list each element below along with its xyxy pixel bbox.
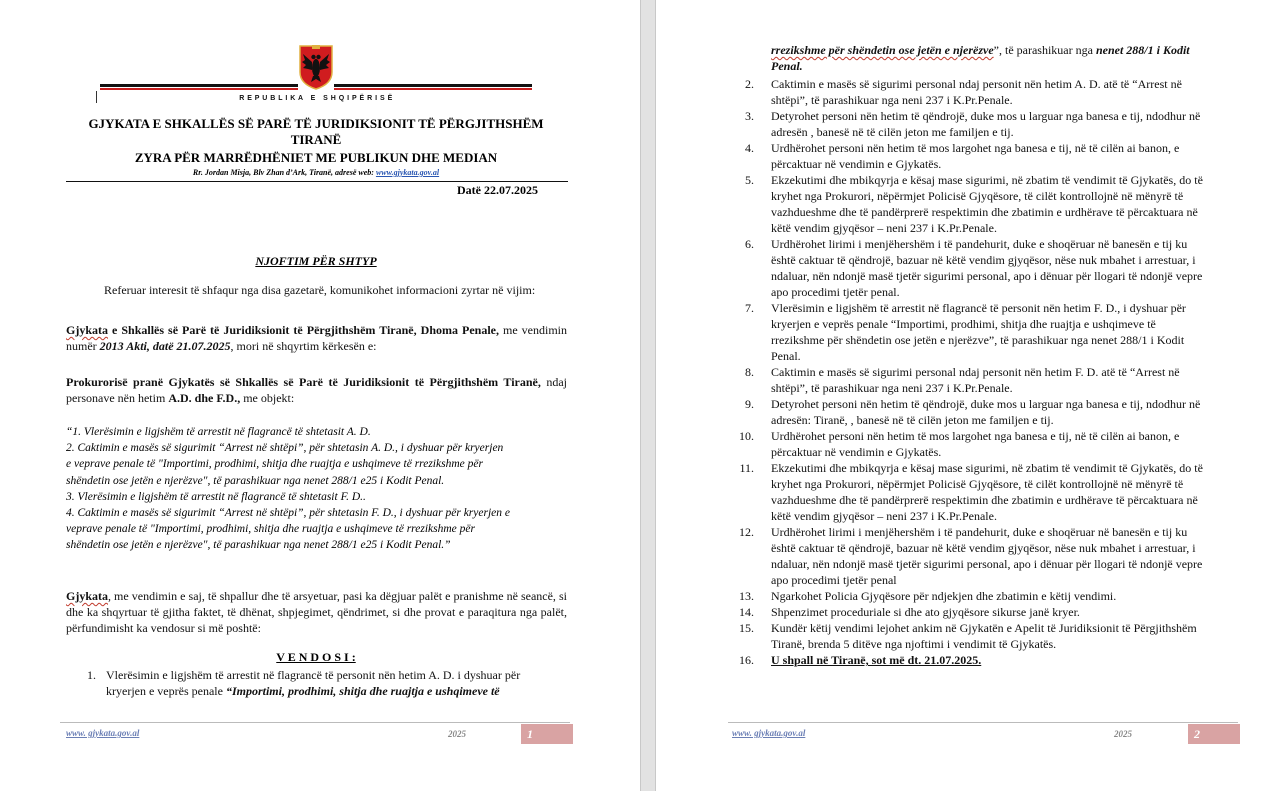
item-line: këtë vendim gjyqësor – neni 237 i K.Pr.Penale.: [771, 509, 997, 523]
item-line: kryhet nga Prokurori, nëpërmjet Policisë Gjyqësore, të cilët kontrollojnë në mënyrë të: [771, 477, 1184, 491]
item-number: 10.: [739, 429, 754, 443]
item-line: Detyrohet personi nën hetim të qëndrojë, duke mos u larguar nga banesa e tij, ndodhur në: [771, 397, 1201, 411]
quote-line: e veprave penale të "Importimi, prodhimi, shitja dhe ruajtja e ushqimeve të rrezikshme për: [66, 458, 483, 471]
item-line: apo procedimi tjetër penal.: [771, 285, 900, 299]
item-number: 6.: [745, 237, 754, 251]
decision-item-6: [740, 236, 1236, 300]
vendosi-heading: V E N D O S I :: [276, 650, 356, 664]
header-divider: [66, 181, 568, 182]
office-name: ZYRA PËR MARRËDHËNIET ME PUBLIKUN DHE MEDIAN: [134, 150, 498, 165]
item-line: Shpenzimet proceduriale si dhe ato gjyqësore sikurse janë kryer.: [771, 605, 1080, 619]
item-line: vazhdueshme dhe të pandërprerë respektimin dhe zbatimin e urdhërave të përcaktuara në: [771, 493, 1198, 507]
footer-divider: [60, 722, 570, 723]
item-number: 8.: [745, 365, 754, 379]
quote-line: 4. Caktimin e masës së sigurimit “Arrest në shtëpi”, për shtetasin F. D., i dyshuar për kryerjen e: [66, 507, 510, 520]
item-number: 5.: [745, 173, 754, 187]
item-line: shtëpi”, të parashikuar nga neni 237 i K.Pr.Penale.: [771, 93, 1013, 107]
item-number: 13.: [739, 589, 754, 603]
item-line: Urdhërohet personi nën hetim të mos largohet nga banesa e tij, në të cilën ai banon, e: [771, 141, 1180, 155]
decision-item-1: 1. Vlerësimin e ligjshëm të arrestit në flagrancë të personit nën hetim A. D. i dyshuar për kryerjen e veprës penale “Importimi, prodhimi, shitja dhe ruajtja e ushqimeve të: [87, 668, 521, 698]
decision-item-14: [740, 604, 1236, 620]
notice-title: NJOFTIM PËR SHTYP: [255, 254, 377, 268]
item-line: kryerjen e veprës penale “Importimi, prodhimi, shitja dhe ruajtja e ushqimeve të: [771, 317, 1156, 331]
item-line: Vlerësimin e ligjshëm të arrestit në flagrancë të personit nën hetim F. D., i dyshuar për: [771, 301, 1186, 315]
quote-line: shëndetin ose jetën e njerëzve", të parashikuar nga nenet 288/1 e25 i Kodit Penal.: [66, 474, 445, 487]
item-1-continuation: rrezikshme për shëndetin ose jetën e njerëzve”, të parashikuar nga nenet 288/1 i Kodit Penal.: [771, 43, 1190, 73]
decision-item-2: [740, 76, 1236, 108]
item-number: 3.: [745, 109, 754, 123]
website-link[interactable]: www.gjykata.gov.al: [375, 168, 440, 177]
item-line: kryhet nga Prokurori, nëpërmjet Policisë Gjyqësore, të cilët kontrollojnë në mënyrë të: [771, 189, 1184, 203]
item-number: 12.: [739, 525, 754, 539]
item-number: 14.: [739, 605, 754, 619]
item-line: Caktimin e masës së sigurimi personal ndaj personit nën hetim A. D. atë të “Arrest në: [771, 77, 1182, 91]
item-line: Tiranë, brenda 5 ditëve nga njoftimi i vendimit të Gjykatës.: [771, 637, 1057, 651]
item-number: 15.: [739, 621, 754, 635]
item-line: është caktuar të qëndrojë, bazuar në këtë vendim gjyqësor, nëse nuk mbahet i arrestuar, i: [771, 253, 1196, 267]
item-line: Urdhërohet lirimi i menjëhershëm i të pandehurit, duke e shoqëruar në banesën e tij ku: [771, 525, 1188, 539]
republic-label: R E P U B L I K A E S H Q I P Ë R I S Ë: [239, 95, 393, 102]
decision-item-11: [740, 460, 1236, 524]
header-bar-right: [334, 84, 532, 87]
court-name-line1: GJYKATA E SHKALLËS SË PARË TË JURIDIKSIONIT TË PËRGJITHSHËM: [88, 116, 544, 131]
item-line: Urdhërohet personi nën hetim të mos largohet nga banesa e tij, në të cilën ai banon, e: [771, 429, 1180, 443]
item-line: Caktimin e masës së sigurimi personal ndaj personit nën hetim F. D. atë të “Arrest në: [771, 365, 1180, 379]
page-number: 2: [1188, 724, 1240, 744]
address-text: Rr. Jordan Misja, Blv Zhan d’Ark, Tiranë, adresë web:: [192, 168, 374, 177]
quote-line: “1. Vlerësimin e ligjshëm të arrestit në flagrancë të shtetasit A. D.: [66, 426, 371, 438]
item-line: Detyrohet personi nën hetim të qëndrojë, duke mos u larguar nga banesa e tij, ndodhur në: [771, 109, 1201, 123]
quote-line: veprave penale të "Importimi, prodhimi, shitja dhe ruajtja e ushqimeve të rrezikshme për: [66, 523, 475, 536]
item-line: Kundër këtij vendimi lejohet ankim në Gjykatën e Apelit të Juridiksionit të Përgjithshëm: [771, 621, 1197, 635]
item-line: ndaluar, nën ndonjë masë tjetër sigurimi personal, apo i dënuar për llogari të ndonjë vepre: [771, 557, 1203, 571]
court-name-line2: TIRANË: [290, 132, 342, 147]
footer-website-link[interactable]: www. gjykata.gov.al: [66, 728, 140, 738]
document-page-2: [656, 0, 1273, 791]
item-line: Ngarkohet Policia Gjyqësore për ndjekjen dhe zbatimin e këtij vendimi.: [771, 589, 1117, 603]
decision-item-16: [740, 652, 1236, 668]
item-number: 16.: [739, 653, 754, 667]
decision-item-5: [740, 172, 1236, 236]
item-line: adresën , banesë në të cilën jeton me familjen e tij.: [771, 125, 1014, 139]
item-line: U shpall në Tiranë, sot më dt. 21.07.2025.: [771, 653, 982, 667]
quote-line: 2. Caktimin e masës së sigurimit “Arrest në shtëpi”, për shtetasin A. D., i dyshuar për kryerjen: [66, 442, 504, 455]
decision-list: [740, 76, 1236, 668]
item-line: përcaktuar në vendimin e Gjykatës.: [771, 157, 942, 171]
decision-item-15: [740, 620, 1236, 652]
quote-line: 3. Vlerësimin e ligjshëm të arrestit në flagrancë të shtetasit F. D..: [66, 490, 366, 503]
decision-item-8: [740, 364, 1236, 396]
decision-item-12: [740, 524, 1236, 588]
court-paragraph: Gjykata e Shkallës së Parë të Juridiksionit të Përgjithshëm Tiranë, Dhoma Penale, me vendimin numër 2013 Akti, datë 21.07.2025, mori në shqyrtim kërkesën e:: [66, 323, 567, 353]
item-number: 9.: [745, 397, 754, 411]
page-gap: [640, 0, 656, 791]
footer-year: 2025: [1114, 729, 1132, 739]
albania-emblem: [298, 44, 334, 90]
item-line: shtëpi”, të parashikuar nga neni 237 i K.Pr.Penale.: [771, 381, 1013, 395]
item-line: Ekzekutimi dhe mbikqyrja e kësaj mase sigurimi, në zbatim të vendimit të Gjykatës, do të: [771, 461, 1203, 475]
quote-line: shëndetin ose jetën e njerëzve", të parashikuar nga nenet 288/1 e25 i Kodit Penal.”: [66, 539, 451, 552]
page-number: 1: [521, 724, 573, 744]
header-bar-right-red: [334, 88, 532, 90]
decision-item-3: [740, 108, 1236, 140]
decision-item-7: [740, 300, 1236, 364]
header-bar-left: [100, 84, 298, 87]
text-cursor: [96, 91, 97, 103]
request-quote: [66, 424, 568, 554]
item-line: Urdhërohet lirimi i menjëhershëm i të pandehurit, duke e shoqëruar në banesën e tij ku: [771, 237, 1188, 251]
item-line: vazhdueshme dhe të pandërprerë respektimin dhe zbatimin e urdhërave të përcaktuara në: [771, 205, 1198, 219]
item-number: 7.: [745, 301, 754, 315]
item-line: rrezikshme për shëndetin ose jetën e njerëzve”, të parashikuar nga nenet 288/1 i Kodit: [771, 333, 1185, 347]
header-bar-left-red: [100, 88, 298, 90]
item-line: këtë vendim gjyqësor – neni 237 i K.Pr.Penale.: [771, 221, 997, 235]
item-line: ndaluar, nën ndonjë masë tjetër sigurimi personal, apo i dënuar për llogari të ndonjë vepre: [771, 269, 1203, 283]
item-line: apo procedimi tjetër penal: [771, 573, 897, 587]
item-line: është caktuar të qëndrojë, bazuar në këtë vendim gjyqësor, nëse nuk mbahet i arrestuar, i: [771, 541, 1196, 555]
item-line: Ekzekutimi dhe mbikqyrja e kësaj mase sigurimi, në zbatim të vendimit të Gjykatës, do të: [771, 173, 1203, 187]
item-number: 11.: [739, 461, 754, 475]
decision-item-13: [740, 588, 1236, 604]
item-number: 2.: [745, 77, 754, 91]
item-number: 4.: [745, 141, 754, 155]
decision-item-4: [740, 140, 1236, 172]
intro-paragraph: Referuar interesit të shfaqur nga disa gazetarë, komunikohet informacioni zyrtar në vijim:: [104, 283, 536, 297]
decision-item-9: [740, 396, 1236, 428]
footer-year: 2025: [448, 729, 466, 739]
footer-divider: [728, 722, 1238, 723]
item-line: përcaktuar në vendimin e Gjykatës.: [771, 445, 942, 459]
prosecution-paragraph: Prokurorisë pranë Gjykatës së Shkallës së Parë të Juridiksionit të Përgjithshëm Tiranë, ndaj personave nën hetim A.D. dhe F.D., me objekt:: [66, 375, 567, 405]
item-line: adresën: Tiranë, , banesë në të cilën jeton me familjen e tij.: [771, 413, 1054, 427]
address-line: [66, 167, 566, 179]
document-date: Datë 22.07.2025: [457, 183, 538, 197]
decision-paragraph: Gjykata, me vendimin e saj, të shpallur dhe të arsyetuar, pasi ka dëgjuar palët e pranishme në seancë, si dhe ka shqyrtuar të gjitha faktet, të dhënat, shpjegimet, qëndrimet, si dhe provat e paraqitura nga palët, përfundimisht ka vendosur si më poshtë:: [66, 589, 567, 635]
footer-website-link[interactable]: www. gjykata.gov.al: [732, 728, 806, 738]
item-line: Penal.: [771, 349, 801, 363]
decision-item-10: [740, 428, 1236, 460]
